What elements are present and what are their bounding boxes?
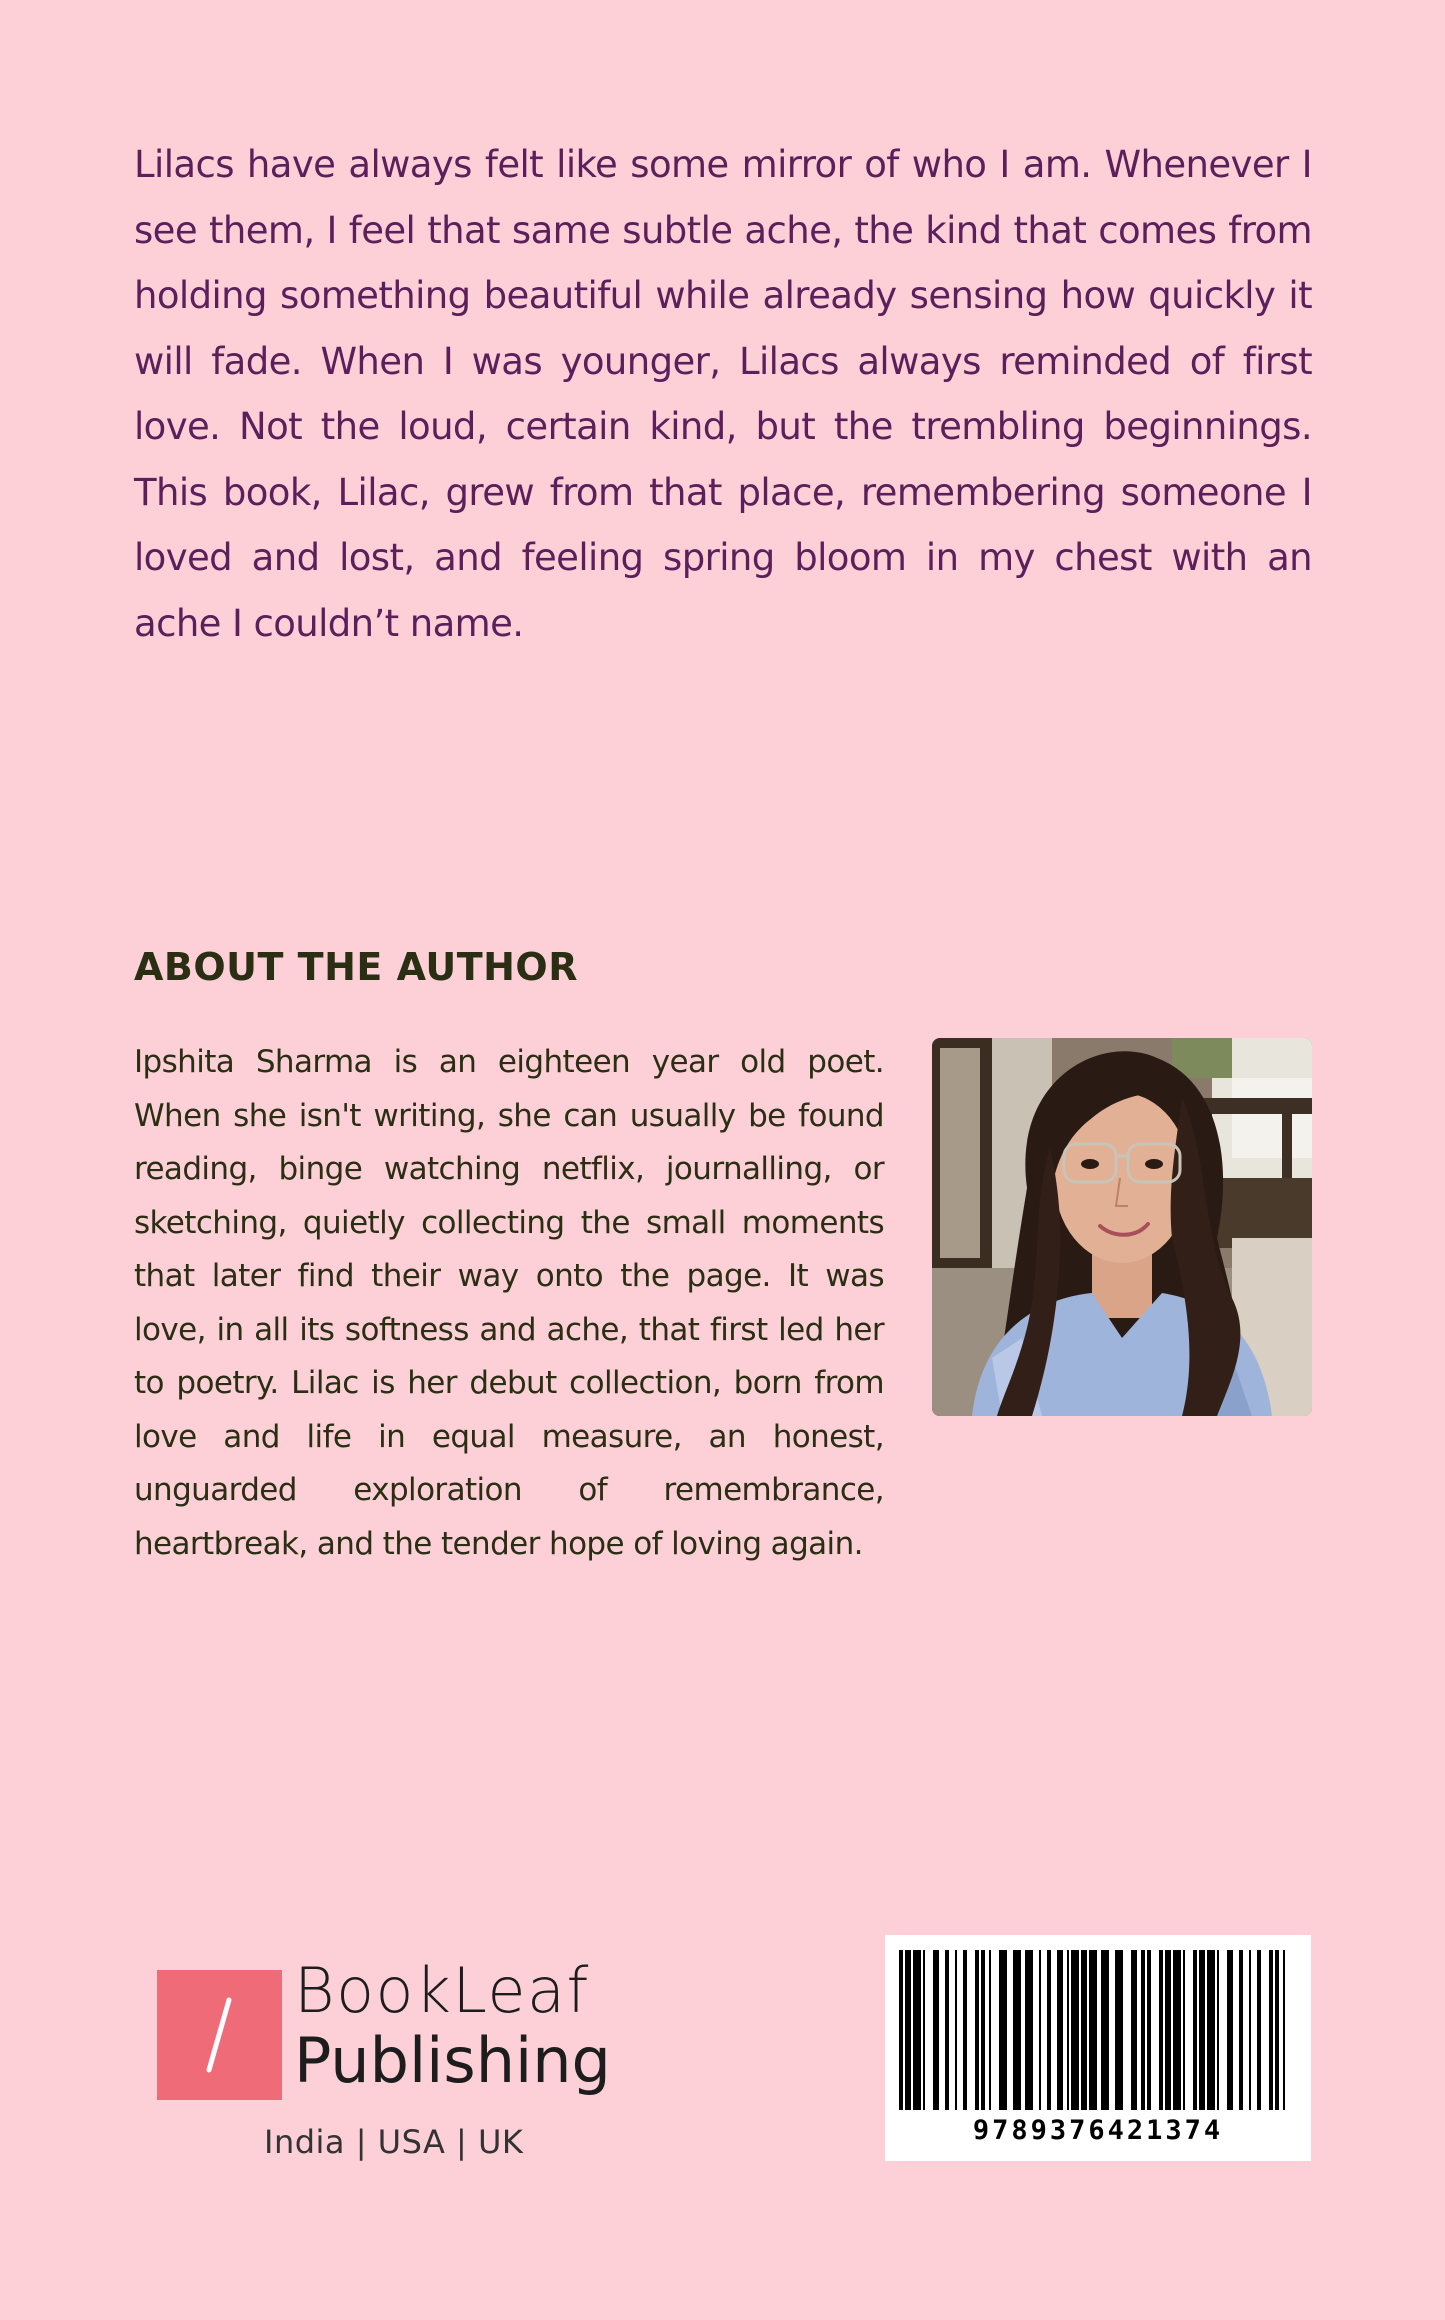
barcode-bar xyxy=(975,1950,979,2110)
barcode-bar xyxy=(1081,1950,1087,2110)
barcode-bar xyxy=(955,1950,957,2110)
barcode-bar xyxy=(999,1950,1007,2110)
barcode-bar xyxy=(1047,1950,1051,2110)
barcode-bar xyxy=(989,1950,991,2110)
publisher-name-line2: Publishing xyxy=(294,2024,611,2097)
barcode-bar xyxy=(1207,1950,1215,2110)
barcode-bar xyxy=(945,1950,949,2110)
barcode-bar xyxy=(1257,1950,1261,2110)
barcode-bar xyxy=(1239,1950,1243,2110)
barcode-bar xyxy=(1131,1950,1137,2110)
bookleaf-logo xyxy=(157,1970,282,2100)
isbn-barcode xyxy=(885,1935,1311,2161)
book-blurb: Lilacs have always felt like some mirror of who I am. Whenever I see them, I feel that same subtle ache, the kind that comes from holding something beautiful while already sensing how quickly it will fade. When I was younger, Lilacs always reminded of first love. Not the loud, certain kind, but the trembling beginnings. This book, Lilac, grew from that place, remembering someone I loved and lost, and feeling spring bloom in my chest with an ache I couldn’t name. xyxy=(134,143,1312,645)
barcode-bar xyxy=(981,1950,985,2110)
barcode-bar xyxy=(1067,1950,1069,2110)
author-bio: Ipshita Sharma is an eighteen year old poet. When she isn't writing, she can usually be found reading, binge watching netflix, journalling, or sketching, quietly collecting the small moments that later find their way onto the page. It was love, in all its softness and ache, that first led her to poetry. Lilac is her debut collection, born from love and life in equal measure, an honest, unguarded exploration of remembrance, heartbreak, and the tender hope of loving again. xyxy=(134,1044,884,1562)
barcode-bar xyxy=(1193,1950,1197,2110)
barcode-bar xyxy=(933,1950,939,2110)
publisher-regions: India | USA | UK xyxy=(264,2123,524,2161)
barcode-bar xyxy=(1071,1950,1079,2110)
barcode-bar xyxy=(1275,1950,1279,2110)
barcode-bar xyxy=(1159,1950,1163,2110)
barcode-bar xyxy=(1101,1950,1109,2110)
about-author-heading: ABOUT THE AUTHOR xyxy=(134,945,578,989)
barcode-bar xyxy=(1283,1950,1285,2110)
barcode-bar xyxy=(1165,1950,1171,2110)
barcode-bar xyxy=(1141,1950,1145,2110)
barcode-bar xyxy=(1057,1950,1063,2110)
barcode-bar xyxy=(923,1950,925,2110)
barcode-bar xyxy=(1249,1950,1251,2110)
isbn-number: 9789376421374 xyxy=(972,2115,1224,2146)
barcode-bar xyxy=(913,1950,921,2110)
publisher-name-line1: BookLeaf xyxy=(294,1954,590,2027)
barcode-bar xyxy=(1217,1950,1219,2110)
barcode-bar xyxy=(1173,1950,1181,2110)
barcode-bar xyxy=(963,1950,967,2110)
barcode-bar xyxy=(1025,1950,1033,2110)
author-photo xyxy=(932,1038,1312,1416)
barcode-bar xyxy=(1147,1950,1151,2110)
barcode-bar xyxy=(1013,1950,1021,2110)
barcode-bar xyxy=(1199,1950,1205,2110)
barcode-bar xyxy=(1115,1950,1123,2110)
barcode-bar xyxy=(899,1950,903,2110)
barcode-bar xyxy=(905,1950,911,2110)
barcode-bar xyxy=(1269,1950,1273,2110)
barcode-bar xyxy=(1227,1950,1233,2110)
barcode-bar xyxy=(1183,1950,1185,2110)
barcode-bar xyxy=(1089,1950,1097,2110)
barcode-bar xyxy=(1039,1950,1041,2110)
